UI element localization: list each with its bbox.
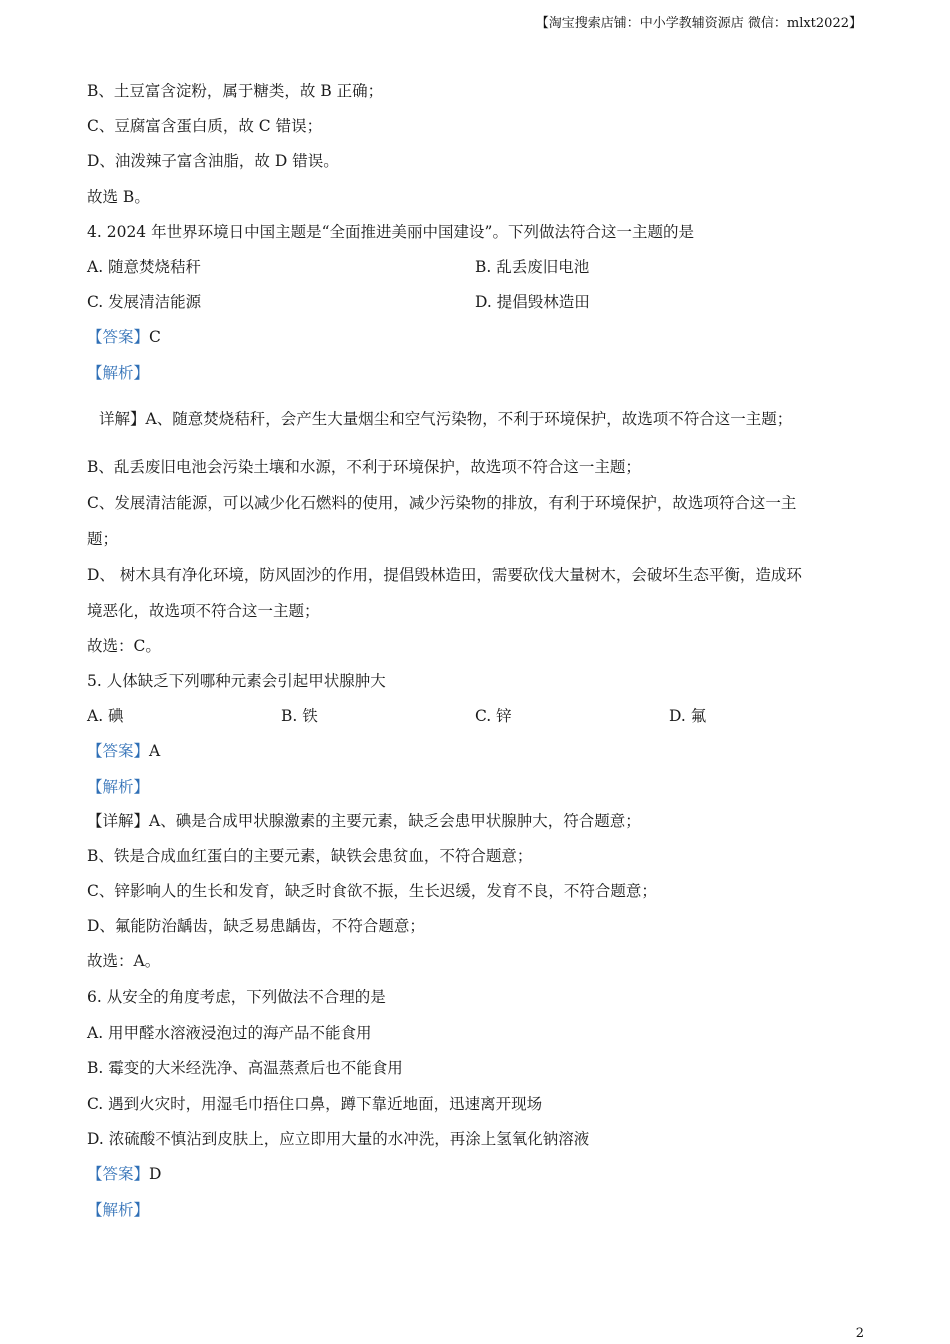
q6-answer-value: D (149, 1165, 162, 1183)
store-watermark-note: 【淘宝搜索店铺：中小学教辅资源店 微信：mlxt2022】 (535, 16, 862, 31)
q4-detail-a: 详解】A、随意焚烧秸秆，会产生大量烟尘和空气污染物，不利于环境保护，故选项不符合这一主题； (99, 410, 793, 428)
q3-explanation-b: B、土豆富含淀粉，属于糖类，故 B 正确； (87, 82, 384, 100)
q6-option-d: D. 浓硫酸不慎沾到皮肤上，应立即用大量的水冲洗，再涂上氢氧化钠溶液 (87, 1130, 590, 1148)
q6-option-a: A. 用甲醛水溶液浸泡过的海产品不能食用 (87, 1024, 372, 1042)
q4-answer-value: C (149, 328, 161, 346)
q5-option-a: A. 碘 (87, 707, 124, 725)
q6-answer (87, 1164, 161, 1184)
q5-answer (87, 741, 160, 761)
q5-detail-b: B、铁是合成血红蛋白的主要元素，缺铁会患贫血，不符合题意； (87, 847, 533, 865)
q4-detail-b: B、乱丢废旧电池会污染土壤和水源，不利于环境保护，故选项不符合这一主题； (87, 458, 641, 476)
q5-detail-a: 【详解】A、碘是合成甲状腺激素的主要元素，缺乏会患甲状腺肿大，符合题意； (87, 812, 641, 830)
q4-option-b: B. 乱丢废旧电池 (475, 258, 590, 276)
q5-answer-value: A (149, 742, 161, 760)
q4-detail-d-line2: 境恶化，故选项不符合这一主题； (87, 602, 320, 620)
q3-choice: 故选 B。 (87, 188, 150, 206)
q5-choice: 故选：A。 (87, 952, 161, 970)
answer-tag: 【答案】 (87, 328, 150, 346)
answer-tag: 【答案】 (87, 742, 150, 760)
q4-option-c: C. 发展清洁能源 (87, 293, 202, 311)
q4-detail-c-line2: 题； (87, 530, 119, 548)
q5-stem: 5. 人体缺乏下列哪种元素会引起甲状腺肿大 (87, 672, 386, 690)
q3-explanation-d: D、油泼辣子富含油脂，故 D 错误。 (87, 152, 339, 170)
q3-explanation-c: C、豆腐富含蛋白质，故 C 错误； (87, 117, 323, 135)
q4-answer (87, 327, 161, 347)
page-number: 2 (855, 1326, 864, 1341)
q4-option-a: A. 随意焚烧秸秆 (87, 258, 202, 276)
q5-option-b: B. 铁 (281, 707, 318, 725)
q4-analysis-tag: 【解析】 (87, 364, 150, 382)
q6-analysis-tag: 【解析】 (87, 1201, 150, 1219)
answer-tag: 【答案】 (87, 1165, 150, 1183)
q5-detail-c: C、锌影响人的生长和发育，缺乏时食欲不振，生长迟缓，发育不良，不符合题意； (87, 882, 657, 900)
q4-option-d: D. 提倡毁林造田 (475, 293, 590, 311)
q6-option-b: B. 霉变的大米经洗净、高温蒸煮后也不能食用 (87, 1059, 403, 1077)
q6-stem: 6. 从安全的角度考虑，下列做法不合理的是 (87, 988, 386, 1006)
q4-stem: 4. 2024 年世界环境日中国主题是“全面推进美丽中国建设”。下列做法符合这一主题的是 (87, 223, 694, 241)
q6-option-c: C. 遇到火灾时，用湿毛巾捂住口鼻，蹲下靠近地面，迅速离开现场 (87, 1095, 543, 1113)
q5-analysis-tag: 【解析】 (87, 778, 150, 796)
q4-choice: 故选：C。 (87, 637, 161, 655)
q5-option-c: C. 锌 (475, 707, 512, 725)
q5-option-d: D. 氟 (669, 707, 707, 725)
q4-detail-d-line1: D、 树木具有净化环境，防风固沙的作用，提倡毁林造田，需要砍伐大量树木，会破坏生态平衡，造成环 (87, 566, 802, 584)
q5-detail-d: D、氟能防治龋齿，缺乏易患龋齿，不符合题意； (87, 917, 425, 935)
q4-detail-c-line1: C、发展清洁能源，可以减少化石燃料的使用，减少污染物的排放，有利于环境保护，故选项符合这一主 (87, 494, 797, 512)
